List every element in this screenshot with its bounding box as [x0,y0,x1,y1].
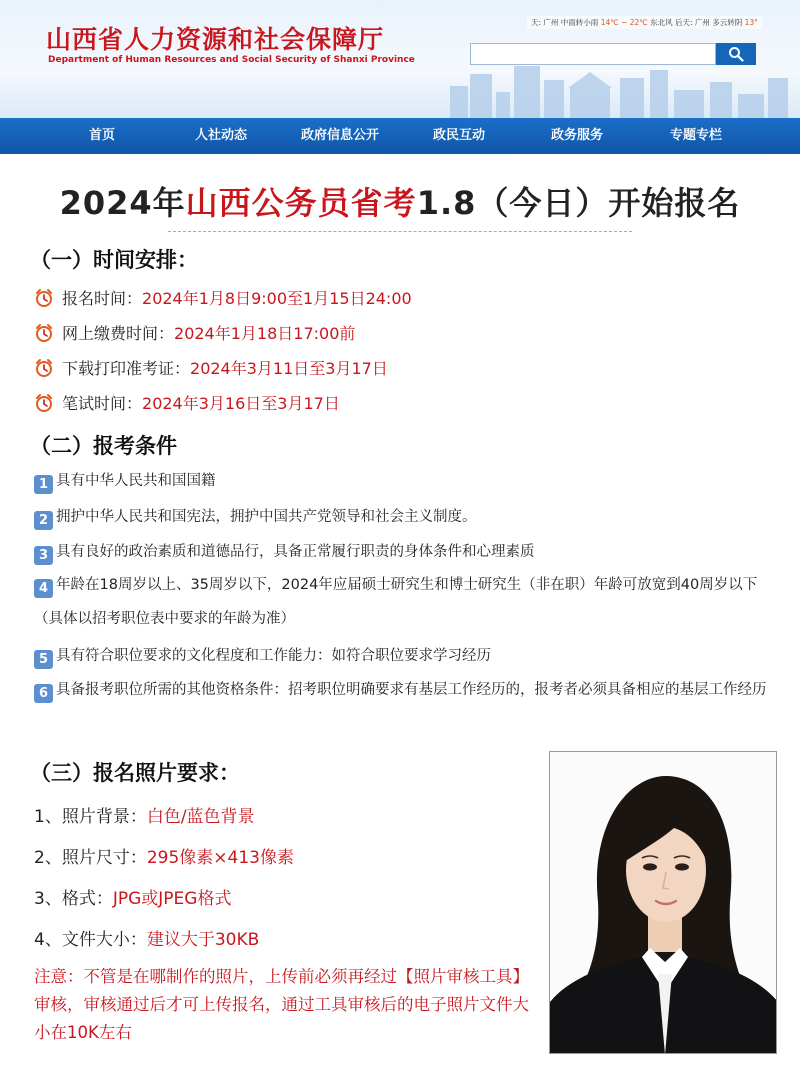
sample-id-photo [549,751,777,1054]
number-badge: 3 [34,546,53,565]
alarm-clock-icon [34,323,54,343]
photo-req-label: 4、文件大小： [34,930,147,950]
photo-req-value: JPG或JPEG格式 [112,889,232,909]
nav-item-services[interactable]: 政务服务 [550,128,603,143]
schedule-label: 笔试时间： [62,394,143,413]
photo-req-value: 建议大于30KB [146,930,260,950]
photo-req-label: 2、照片尺寸： [34,848,147,868]
condition-item [34,673,784,707]
weather-text-2: 东北风 后天: 广州 多云转阴 [647,18,745,27]
weather-temp-2: 13° [744,18,758,27]
condition-text: 年龄在18周岁以上、35周岁以下，2024年应届硕士研究生和博士研究生（非在职）年龄可放宽到40周岁以下（具体以招考职位表中要求的年龄为准） [34,577,758,627]
schedule-label: 报名时间： [62,289,143,308]
condition-item [34,464,784,498]
schedule-value: 2024年1月18日17:00前 [174,324,356,343]
portrait-illustration [550,752,777,1054]
condition-text: 拥护中华人民共和国宪法，拥护中国共产党领导和社会主义制度。 [56,509,477,525]
photo-req-label: 1、照片背景： [34,807,147,827]
condition-item [34,568,784,636]
section-heading-conditions: （二）报考条件 [30,434,177,458]
condition-text: 具备报考职位所需的其他资格条件：招考职位明确要求有基层工作经历的，报考者必须具备相应的基层工作经历 [56,682,767,698]
photo-requirement [34,843,294,868]
photo-req-value: 白色/蓝色背景 [146,807,255,827]
alarm-clock-icon [34,288,54,308]
section-heading-schedule: （一）时间安排： [30,248,198,272]
note-text: 注意：不管是在哪制作的照片，上传前必须再经过【照片审核工具】审核，审核通过后才可上传报名，通过工具审核后的电子照片文件大小在10K左右 [34,967,529,1042]
condition-text: 具有中华人民共和国国籍 [56,473,216,489]
photo-req-value: 295像素×413像素 [146,848,294,868]
nav-item-news[interactable]: 人社动态 [194,128,247,143]
nav-item-interaction[interactable]: 政民互动 [432,128,485,143]
number-badge: 1 [34,475,53,494]
condition-item [34,535,784,569]
alarm-clock-icon [34,393,54,413]
photo-requirement [34,884,231,909]
main-nav [0,118,800,154]
nav-item-info-disclosure[interactable]: 政府信息公开 [300,128,379,143]
schedule-value: 2024年3月16日至3月17日 [142,394,340,413]
photo-requirement [34,802,255,827]
number-badge: 5 [34,650,53,669]
alarm-clock-icon [34,358,54,378]
title-suffix: 1.8（今日）开始报名 [416,184,741,222]
schedule-item [34,321,355,344]
schedule-value: 2024年1月8日9:00至1月15日24:00 [142,289,412,308]
search-icon [728,46,744,62]
section-heading-photo: （三）报名照片要求： [30,761,240,785]
schedule-item [34,391,340,414]
title-divider [168,231,632,232]
nav-item-topics[interactable]: 专题专栏 [669,128,722,143]
number-badge: 6 [34,684,53,703]
schedule-label: 下载打印准考证： [62,359,191,378]
condition-item [34,639,784,673]
page-title [0,178,800,224]
nav-item-home[interactable]: 首页 [88,128,115,143]
site-title: 山西省人力资源和社会保障厅 [46,25,385,54]
number-badge: 4 [34,579,53,598]
condition-text: 具有良好的政治素质和道德品行，具备正常履行职责的身体条件和心理素质 [56,544,535,560]
photo-requirement [34,925,259,950]
header-banner [0,0,800,118]
title-prefix: 2024年 [59,184,186,222]
weather-temp-1: 14℃ ~ 22℃ [600,18,648,27]
search-button[interactable] [716,43,756,65]
weather-ticker [527,16,762,29]
search-input[interactable] [470,43,716,65]
weather-text-1: 天: 广州 中雨转小雨 [531,18,601,27]
condition-text: 具有符合职位要求的文化程度和工作能力：如符合职位要求学习经历 [56,648,491,664]
title-highlight: 山西公务员省考 [185,184,417,222]
schedule-label: 网上缴费时间： [62,324,175,343]
schedule-item [34,286,412,309]
schedule-value: 2024年3月11日至3月17日 [190,359,388,378]
schedule-item [34,356,388,379]
photo-req-label: 3、格式： [34,889,113,909]
number-badge: 2 [34,511,53,530]
site-subtitle-en: Department of Human Resources and Social Security of Shanxi Province [48,55,415,65]
condition-item [34,500,784,534]
